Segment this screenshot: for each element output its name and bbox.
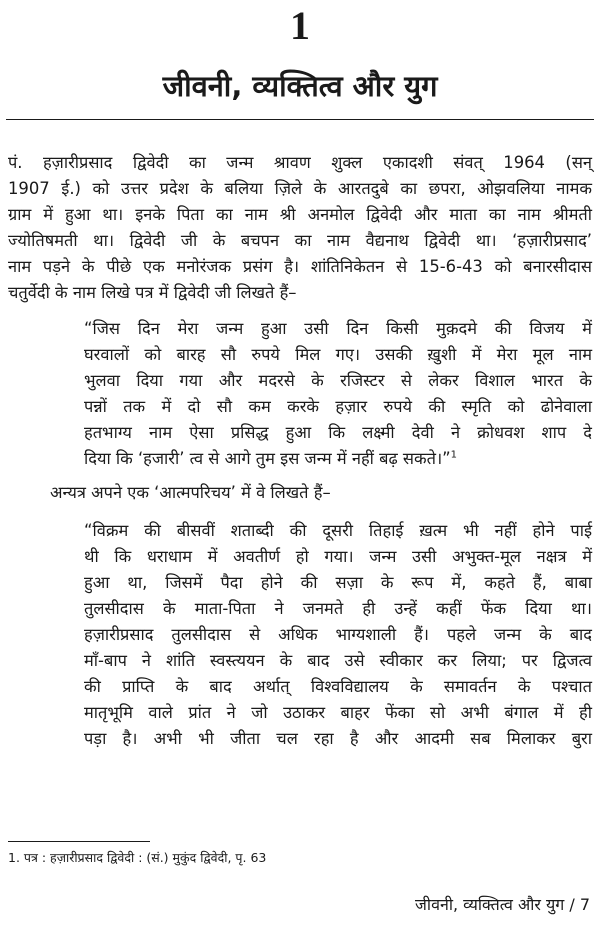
- quote-line: मातृभूमि वाले प्रांत ने जो उठाकर बाहर फेंका सो अभी बंगाल में ही: [84, 703, 592, 722]
- paragraph-line: चतुर्वेदी के नाम लिखे पत्र में द्विवेदी जी लिखते हैं–: [8, 283, 297, 302]
- quote-line: भुलवा दिया गया और मदरसे के रजिस्टर से लेकर विशाल भारत के: [84, 371, 592, 390]
- quote-line: माँ-बाप ने शांति स्वस्त्ययन के बाद उसे स्वीकार कर लिया; पर द्विजत्व: [84, 651, 592, 670]
- quote-last-text: दिया कि ‘हजारी’ त्व से आगे तुम इस जन्म में नहीं बढ़ सकते।”: [84, 449, 451, 468]
- chapter-title: जीवनी, व्यक्तित्व और युग: [162, 69, 438, 103]
- quote-line: घरवालों को बारह सौ रुपये मिल गए। उसकी ख़ुशी में मेरा मूल नाम: [84, 345, 592, 364]
- paragraph-line: ज्योतिषमती था। द्विवेदी जी के बचपन का नाम वैद्यनाथ द्विवेदी था। ‘हज़ारीप्रसाद’: [8, 231, 592, 250]
- quote-line: की प्राप्ति के बाद अर्थात् विश्वविद्यालय के समावर्तन के पश्चात: [84, 677, 592, 696]
- footnote: 1. पत्र : हज़ारीप्रसाद द्विवेदी : (सं.) मुकुंद द्विवेदी, पृ. 63: [8, 850, 267, 865]
- paragraph-line: नाम पड़ने के पीछे एक मनोरंजक प्रसंग है। शांतिनिकेतन से 15-6-43 को बनारसीदास: [8, 257, 592, 276]
- paragraph-line: 1907 ई.) को उत्तर प्रदेश के बलिया ज़िले के आरतदुबे का छपरा, ओझवलिया नामक: [8, 179, 592, 198]
- title-divider: [6, 119, 594, 120]
- chapter-number: 1: [290, 3, 310, 48]
- quote-line: हज़ारीप्रसाद तुलसीदास से अधिक भाग्यशाली हैं। पहले जन्म के बाद: [84, 625, 592, 644]
- running-footer: जीवनी, व्यक्तित्व और युग / 7: [415, 895, 590, 914]
- paragraph-line: ग्राम में हुआ था। इनके पिता का नाम श्री अनमोल द्विवेदी और माता का नाम श्रीमती: [8, 205, 592, 224]
- paragraph-line: पं. हज़ारीप्रसाद द्विवेदी का जन्म श्रावण शुक्ल एकादशी संवत् 1964 (सन्: [8, 153, 592, 172]
- quote-line: [84, 446, 592, 472]
- footnote-marker: 1: [450, 449, 458, 461]
- quote-line: थी कि धराधाम में अवतीर्ण हो गया। जन्म उसी अभुक्त-मूल नक्षत्र में: [84, 547, 592, 566]
- footnote-divider: [8, 841, 150, 842]
- quote-line: तुलसीदास के माता-पिता ने जनमते ही उन्हें कहीं फेंक दिया था।: [84, 599, 592, 618]
- quote-line: हतभाग्य नाम ऐसा प्रसिद्ध हुआ कि लक्ष्मी देवी ने क्रोधवश शाप दे: [84, 423, 592, 442]
- intro-line: अन्यत्र अपने एक ‘आत्मपरिचय’ में वे लिखते हैं–: [50, 483, 331, 502]
- quote-line: पन्नों तक में दो सौ कम करके हज़ार रुपये की स्मृति को ढोनेवाला: [84, 397, 592, 416]
- quote-line: पड़ा है। अभी भी जीता चल रहा है और आदमी सब मिलाकर बुरा: [84, 729, 592, 748]
- quote-line: “विक्रम की बीसवीं शताब्दी की दूसरी तिहाई ख़त्म भी नहीं होने पाई: [84, 521, 592, 540]
- quote-line: हुआ था, जिसमें पैदा होने की सज़ा के रूप में, कहते हैं, बाबा: [84, 573, 592, 592]
- quote-line: “जिस दिन मेरा जन्म हुआ उसी दिन किसी मुक़दमे की विजय में: [84, 319, 592, 338]
